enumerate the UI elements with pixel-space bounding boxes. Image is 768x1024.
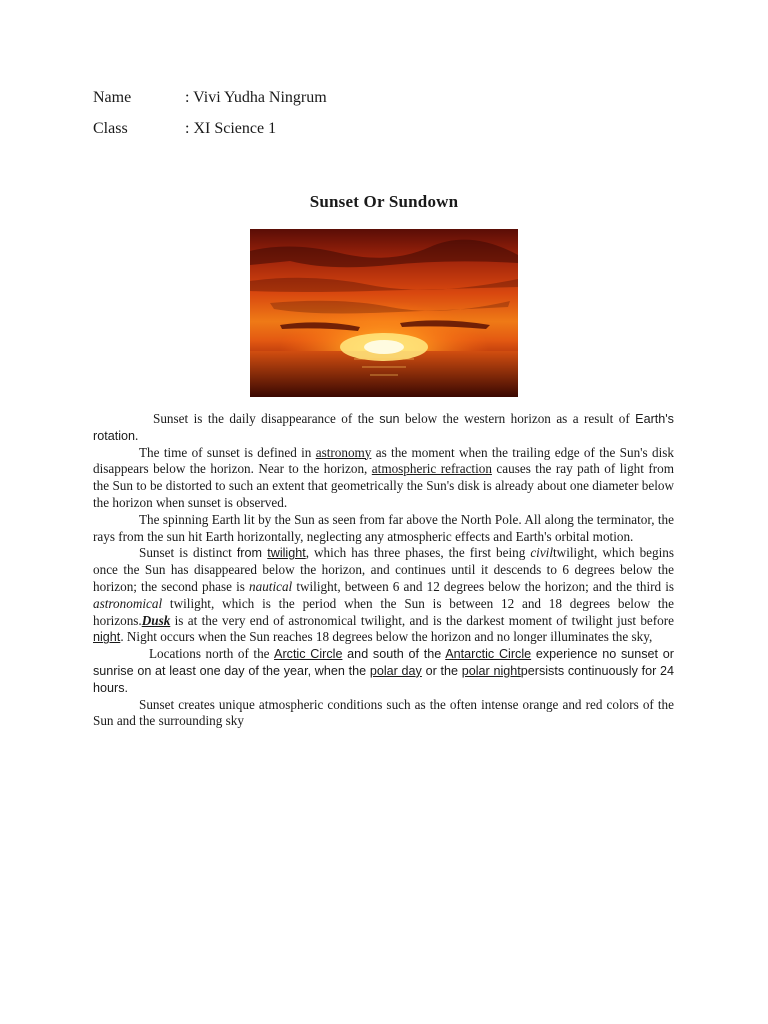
text-run: from xyxy=(236,546,268,561)
link-antarctic-circle[interactable]: Antarctic Circle xyxy=(445,647,532,662)
link-sun[interactable]: sun xyxy=(379,412,400,426)
class-row xyxy=(93,120,276,138)
text-run: . Night occurs when the Sun reaches 18 degrees below the horizon and no longer illuminates the sky, xyxy=(120,629,653,645)
link-atmospheric-refraction[interactable]: atmospheric refraction xyxy=(371,461,492,477)
paragraph-5 xyxy=(93,646,674,696)
name-row xyxy=(93,89,327,107)
link-dusk[interactable]: Dusk xyxy=(141,612,171,628)
class-value: : XI Science 1 xyxy=(185,120,277,137)
paragraph-4 xyxy=(93,545,674,646)
link-night[interactable]: night xyxy=(93,630,121,645)
text-run: Sunset is distinct xyxy=(139,545,237,561)
article-body xyxy=(93,411,674,730)
link-astronomy[interactable]: astronomy xyxy=(315,444,372,460)
paragraph-3: The spinning Earth lit by the Sun as seen from far above the North Pole. All along the terminator, the rays from the sun hit Earth horizontally, neglecting any atmospheric effects and Earth's orbital motion. xyxy=(93,511,674,544)
text-run: experience no sunset or sunrise on at least one day of the year, when the xyxy=(93,647,674,678)
text-run: persists continuously for 24 hours. xyxy=(93,663,674,695)
text-run: Locations north of the xyxy=(149,646,275,662)
text-run: as the moment when the trailing edge of the Sun's disk disappears below the horizon. Near to the horizon, xyxy=(93,444,674,477)
name-label: Name xyxy=(93,89,132,106)
link-twilight[interactable]: twilight xyxy=(267,546,306,561)
text-run: and south of the xyxy=(342,647,446,662)
text-run: , which has three phases, the first being xyxy=(305,545,531,561)
class-label: Class xyxy=(93,120,128,137)
text-run: civil xyxy=(530,545,554,561)
text-run: The time of sunset is defined in xyxy=(139,444,316,460)
text-run: astronomical xyxy=(93,595,163,611)
link-polar-night[interactable]: polar night xyxy=(461,663,521,678)
name-value: : Vivi Yudha Ningrum xyxy=(185,89,327,106)
paragraph-1 xyxy=(93,411,674,445)
link-polar-day[interactable]: polar day xyxy=(369,663,422,678)
paragraph-6: Sunset creates unique atmospheric conditions such as the often intense orange and red colors of the Sun and the surrounding sky xyxy=(93,696,674,729)
text-run: twilight, which begins once the Sun has disappeared below the horizon, and continues until it descends to 6 degrees below the horizon; the second phase is xyxy=(93,545,675,594)
page-title: Sunset Or Sundown xyxy=(309,192,459,211)
text-run: below the western horizon as a result of xyxy=(399,411,636,426)
text-run: is at the very end of astronomical twilight, and is the darkest moment of twilight just before xyxy=(170,612,674,628)
text-run: causes the ray path of light from the Sun to be distorted to such an extent that geometrically the Sun's disk is already about one diameter below the horizon when sunset is observed. xyxy=(93,461,675,510)
text-run: . xyxy=(135,427,139,443)
text-run: Sunset is the daily disappearance of the xyxy=(153,411,380,426)
text-run: or the xyxy=(421,663,462,678)
sunset-photo-svg xyxy=(250,229,518,397)
text-run: nautical xyxy=(249,578,293,594)
paragraph-2 xyxy=(93,445,674,512)
text-run: twilight, between 6 and 12 degrees below the horizon; and the third is xyxy=(292,578,674,594)
sunset-photo xyxy=(250,229,518,397)
text-run: twilight, which is the period when the Sun is between 12 and 18 degrees below the horizons. xyxy=(93,595,674,628)
link-arctic-circle[interactable]: Arctic Circle xyxy=(274,647,343,662)
link-earths-rotation[interactable]: Earth's rotation xyxy=(93,412,674,443)
